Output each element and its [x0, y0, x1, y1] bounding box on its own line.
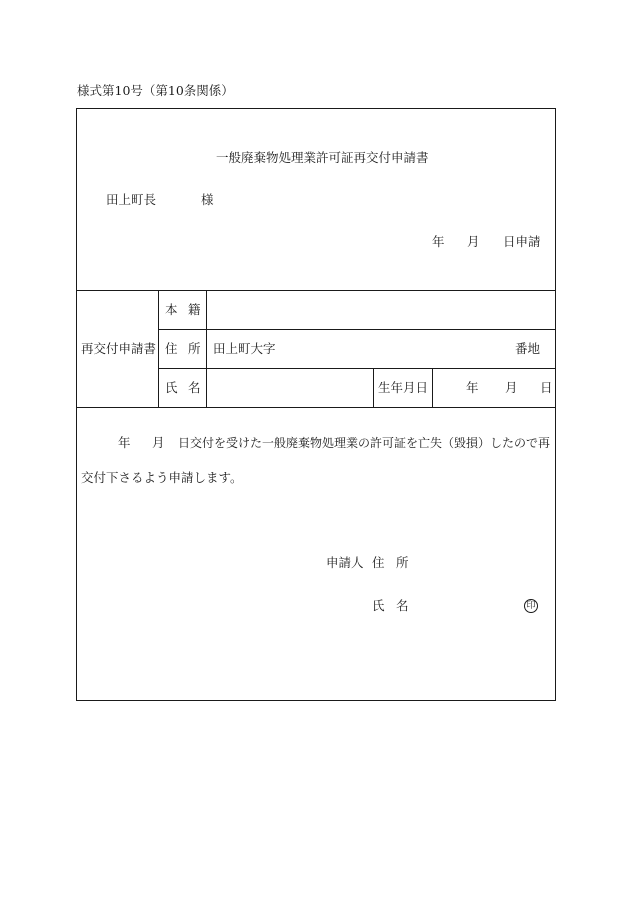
form-title: 一般廃棄物処理業許可証再交付申請書: [216, 150, 429, 165]
table-bottom-line: [76, 407, 556, 408]
applicant-label: 申請人: [326, 555, 364, 570]
col-divider-birth-right: [432, 368, 433, 407]
name-label-char2: 名: [188, 380, 201, 395]
row-divider-1: [158, 329, 556, 330]
birthdate-day: 日: [540, 380, 553, 395]
address-value: 田上町大字: [213, 341, 276, 356]
signature-address-char2: 所: [396, 555, 409, 570]
body-line-2: 交付下さるよう申請します。: [81, 470, 243, 485]
birthdate-month: 月: [505, 380, 518, 395]
signature-name-char1: 氏: [372, 598, 385, 613]
body-year: 年: [118, 435, 131, 450]
addressee-name: 田上町長: [106, 192, 157, 207]
birthdate-year: 年: [466, 380, 479, 395]
signature-name-char2: 名: [396, 598, 409, 613]
seal-mark: 印: [524, 599, 538, 613]
col-divider-birth-left: [373, 368, 374, 407]
table-top-line: [76, 290, 556, 291]
signature-address-char1: 住: [372, 555, 385, 570]
date-year-label: 年: [432, 234, 445, 249]
row-divider-2: [158, 368, 556, 369]
date-month-label: 月: [467, 234, 480, 249]
addressee-honorific: 様: [201, 192, 214, 207]
address-suffix: 番地: [515, 341, 541, 356]
honseki-label-char1: 本: [165, 302, 178, 317]
birthdate-label: 生年月日: [378, 380, 429, 395]
name-label-char1: 氏: [165, 380, 178, 395]
col-divider-label: [158, 290, 159, 407]
honseki-label-char2: 籍: [188, 302, 201, 317]
body-line-1: 日交付を受けた一般廃棄物処理業の許可証を亡失（毀損）したので再: [178, 436, 551, 450]
col-divider-field: [206, 290, 207, 407]
form-number: 様式第10号（第10条関係）: [77, 83, 234, 98]
date-apply-label: 日申請: [503, 234, 541, 249]
section-label: 再交付申請書: [81, 341, 157, 356]
address-label-char1: 住: [165, 341, 178, 356]
body-month: 月: [152, 435, 165, 450]
address-label-char2: 所: [188, 341, 201, 356]
